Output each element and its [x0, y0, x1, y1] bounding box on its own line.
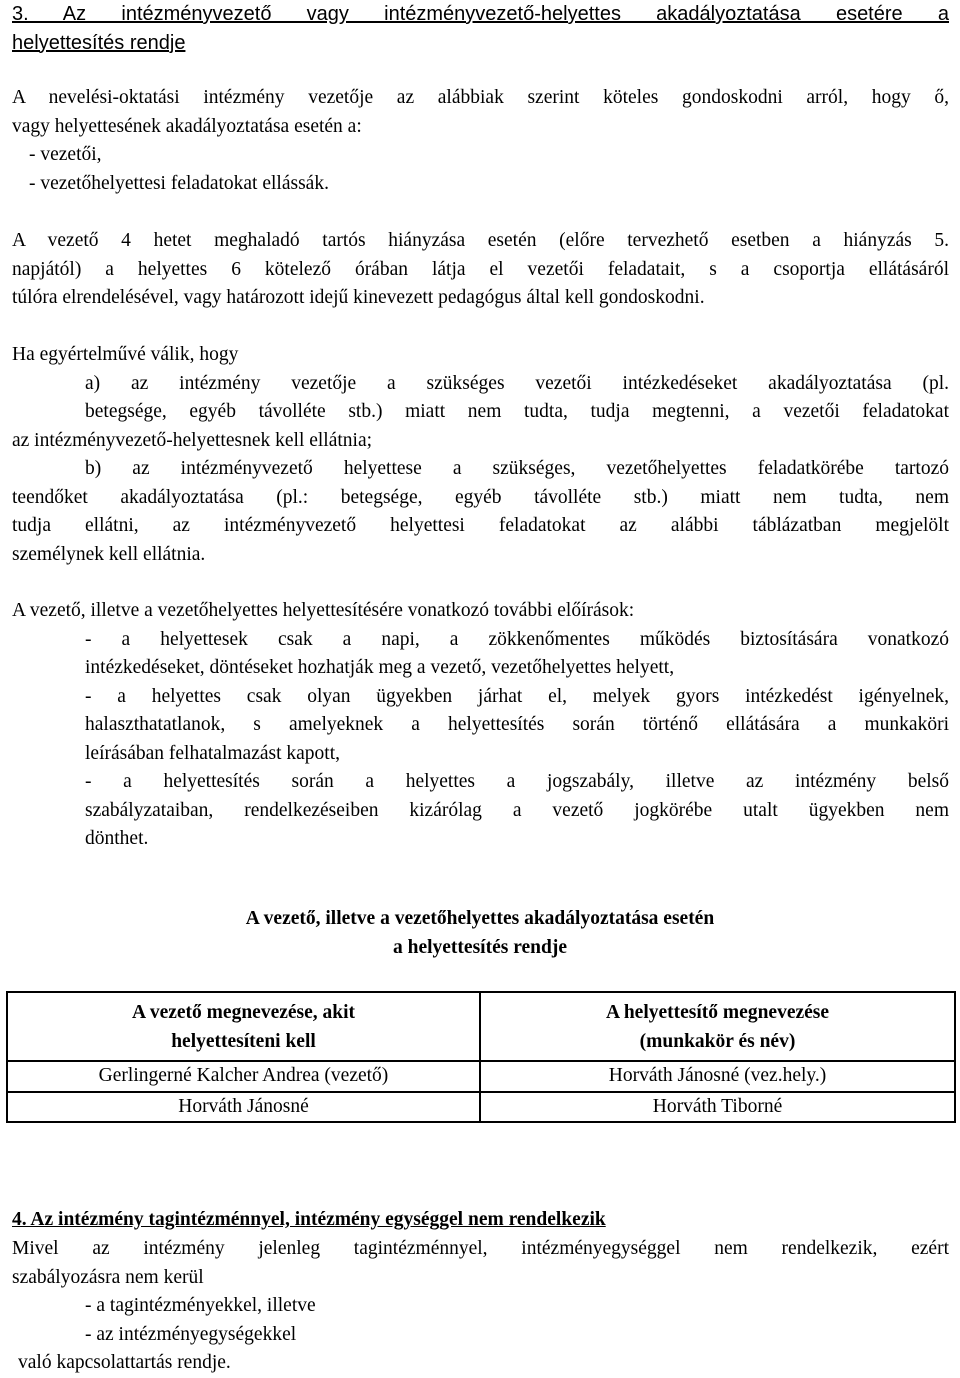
table-header-row [7, 992, 955, 1061]
table-cell: Horváth Jánosné (vez.hely.) [480, 1061, 955, 1092]
text-line: intézkedéseket, döntéseket hozhatják meg a vezető, vezetőhelyettes helyett, [85, 657, 675, 678]
substitution-table [6, 991, 956, 1123]
section-3-heading [12, 0, 949, 57]
text-line: a) az intézmény vezetője a szükséges vezetői intézkedéseket akadályoztatása (pl. [85, 372, 949, 394]
text-line: személynek kell ellátnia. [12, 543, 206, 565]
paragraph-conditions [12, 341, 949, 569]
table-row [7, 1092, 955, 1123]
section-3-heading-line2: helyettesítés rendje [12, 31, 186, 54]
text-line: vagy helyettesének akadályoztatása esetén a: [12, 115, 362, 137]
text-line: való kapcsolattartás rendje. [18, 1352, 231, 1373]
text-line: napjától) a helyettes 6 kötelező órában látja el vezetői feladatait, s a csoportja ellátásáról [12, 258, 949, 280]
text-line: b) az intézményvezető helyettese a szükséges, vezetőhelyettes feladatkörébe tartozó [85, 458, 949, 479]
table-cell: Horváth Tiborné [480, 1092, 955, 1123]
text-line: A vezető 4 hetet meghaladó tartós hiányzása esetén (előre tervezhető esetben a hiányzás 5. [12, 230, 949, 251]
header-text: (munkakör és név) [639, 1030, 796, 1052]
text-line: dönthet. [85, 828, 149, 849]
text-line: Ha egyértelművé válik, hogy [12, 344, 239, 365]
list-item: - a helyettesítés során a helyettes a jogszabály, illetve az intézmény belső [85, 771, 949, 792]
text-line: szabályzataiban, rendelkezéseiben kizárólag a vezető jogkörébe utalt ügyekben nem [85, 799, 949, 821]
condition-b [12, 455, 949, 484]
table-title-line1: A vezető, illetve a vezetőhelyettes akadályoztatása esetén [245, 908, 715, 929]
text-line: az intézményvezető-helyettesnek kell ellátnia; [12, 429, 373, 451]
text-line: tudja ellátni, az intézményvezető helyettesi feladatokat az alábbi táblázatban megjelölt [12, 515, 949, 536]
header-cell-substitute [480, 992, 955, 1061]
rule-list [12, 626, 949, 854]
header-text: A helyettesítő megnevezése [605, 1002, 830, 1023]
header-cell-leader [7, 992, 480, 1061]
paragraph-further-rules [12, 597, 949, 854]
section-3-heading-line1: 3. Az intézményvezető vagy intézményvezető-helyettes akadályoztatása esetére a [12, 3, 949, 25]
header-text: helyettesíteni kell [171, 1030, 316, 1052]
text-line: túlóra elrendelésével, vagy határozott idejű kinevezett pedagógus által kell gondoskodni. [12, 287, 705, 308]
section-4-heading: 4. Az intézmény tagintézménnyel, intézmény egységgel nem rendelkezik [12, 1209, 606, 1230]
text-line: halaszthatatlanok, s amelyeknek a helyettesítés során történő ellátására a munkaköri [85, 714, 949, 735]
table-cell: Gerlingerné Kalcher Andrea (vezető) [7, 1061, 480, 1092]
text-line: A vezető, illetve a vezetőhelyettes helyettesítésére vonatkozó további előírások: [12, 600, 635, 621]
table-title [0, 905, 960, 962]
paragraph-long-absence [12, 227, 949, 313]
text-line: szabályozásra nem kerül [12, 1266, 204, 1288]
list-item: - vezetői, [29, 144, 102, 165]
text-line: leírásában felhatalmazást kapott, [85, 742, 341, 764]
table-row [7, 1061, 955, 1092]
text-line: Mivel az intézmény jelenleg tagintézménnyel, intézményegységgel nem rendelkezik, ezért [12, 1238, 949, 1259]
list-item: - a helyettes csak olyan ügyekben járhat el, melyek gyors intézkedést igényelnek, [85, 685, 949, 707]
text-line: A nevelési-oktatási intézmény vezetője az alábbiak szerint köteles gondoskodni arról, hogy ő, [12, 87, 949, 108]
list-item: - vezetőhelyettesi feladatokat ellássák. [29, 172, 329, 194]
header-text: A vezető megnevezése, akit [131, 1002, 356, 1023]
paragraph-obligation [12, 84, 949, 198]
table-cell: Horváth Jánosné [7, 1092, 480, 1123]
list-item: - az intézményegységekkel [85, 1323, 297, 1345]
condition-a [12, 370, 949, 427]
text-line: teendőket akadályoztatása (pl.: betegsége, egyéb távolléte stb.) miatt nem tudta, nem [12, 486, 949, 508]
list-item: - a helyettesek csak a napi, a zökkenőmentes működés biztosítására vonatkozó [85, 628, 949, 650]
text-line: betegsége, egyéb távolléte stb.) miatt nem tudta, tudja megtenni, a vezetői feladatokat [85, 401, 949, 422]
list-item: - a tagintézményekkel, illetve [85, 1295, 316, 1316]
paragraph-section-4 [12, 1235, 949, 1378]
table-title-line2: a helyettesítés rendje [392, 936, 567, 958]
